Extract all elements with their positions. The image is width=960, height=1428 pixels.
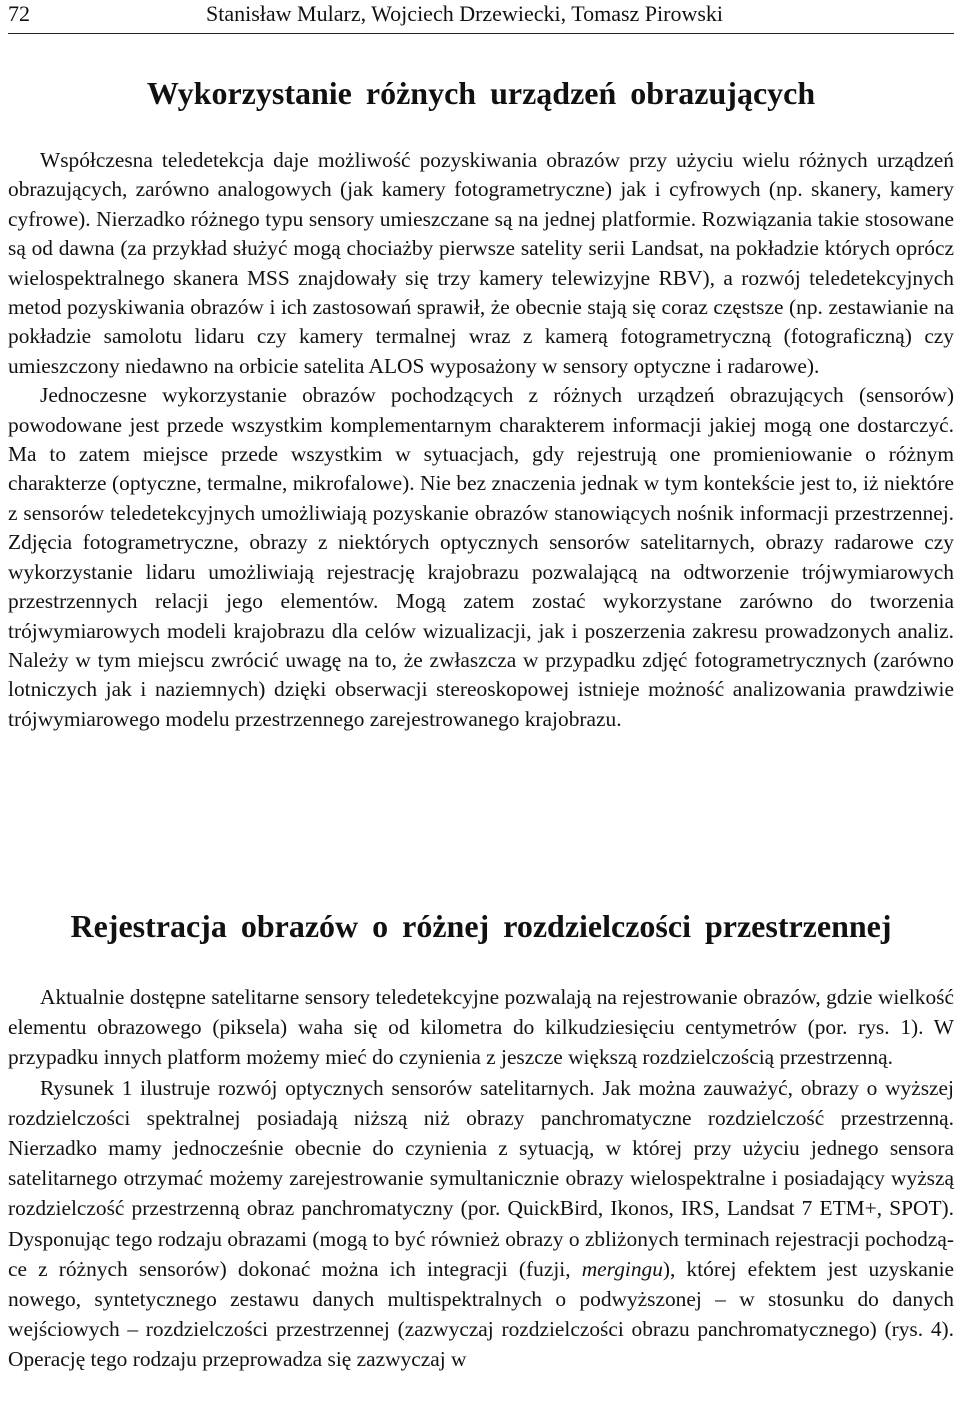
paragraph-text: Rysunek 1 ilustruje rozwój optycznych sensorów satelitarnych. Jak można zauważyć, obrazy o wyższej rozdzielczości spektralnej posiadają niższą niż obrazy panchromatyczne rozdzielczość przestrzenną. Nierzadko mamy jednocześnie obecnie do czynienia z sytuacją, w której przy użyciu jednego sensora satelitarnego otrzymać możemy zarejestrowanie symultanicznie obrazy wielospektralne i posiadający wyższą rozdzielczość przestrzenną obraz panchromatyczny (por. QuickBird, Ikonos, IRS, Landsat 7 ETM+, SPOT). Dysponując tego rodzaju obrazami (mogą to być również obrazy o zbliżonych terminach rejestracji pochodzące z różnych sensorów) dokonać można ich integracji (fuzji,: [8, 1075, 954, 1281]
paragraph: Współczesna teledetekcja daje możliwość pozyskiwania obrazów przy użyciu wielu różnych urządzeń obrazujących, zarówno analogowych (jak kamery fotogrametryczne) jak i cyfrowych (np. skanery, kamery cyfrowe). Nierzadko różnego typu sensory umieszczane są na jednej platformie. Rozwiązania takie stosowane są od dawna (za przykład służyć mogą chociażby pierwsze satelity serii Landsat, na pokładzie których oprócz wielospektralnego skanera MSS znajdowały się trzy kamery telewizyjne RBV), a rozwój teledetekcyjnych metod pozyskiwania obrazów i ich zastosowań sprawił, że obecnie stają się coraz częstsze (np. zestawianie na pokładzie samolotu lidaru czy kamery termalnej wraz z kamerą fotogrametryczną (fotograficzną) czy umieszczony niedawno na orbicie satelita ALOS wyposażony w sensory optyczne i radarowe).: [8, 148, 954, 378]
section-heading-resolution: Rejestracja obrazów o różnej rozdzielczości przestrzennej: [70, 908, 892, 944]
section-devices-body: [8, 146, 954, 734]
paragraph: Aktualnie dostępne satelitarne sensory teledetekcyjne pozwalają na rejestrowanie obrazów, gdzie wielkość elementu obrazowego (piksela) waha się od kilometra do kilkudziesięciu centymetrów (por. rys. 1). W przypadku innych platform możemy mieć do czynienia z jeszcze większą rozdzielczością przestrzenną.: [8, 985, 954, 1070]
header-authors: Stanisław Mularz, Wojciech Drzewiecki, Tomasz Pirowski: [206, 1, 724, 26]
italic-term: mergingu: [581, 1256, 663, 1281]
header-rule: [8, 33, 954, 34]
paragraph-with-term: [8, 1073, 954, 1375]
running-head: [8, 0, 954, 28]
section-heading-devices: Wykorzystanie różnych urządzeń obrazujących: [146, 75, 816, 111]
page-number: 72: [8, 1, 30, 26]
paragraph: Jednoczesne wykorzystanie obrazów pochodzących z różnych urządzeń obrazujących (sensorów) powodowane jest przede wszystkim komplementarnym charakterem informacji jakiej mogą one dostarczyć. Ma to zatem miejsce przede wszystkim w sytuacjach, gdy rejestrują one promieniowanie o różnym charakterze (optyczne, termalne, mikrofalowe). Nie bez znaczenia jednak w tym kontekście jest to, iż niektóre z sensorów teledetekcyjnych umożliwiają pozyskanie obrazów stanowiących nośnik informacji przestrzennej. Zdjęcia fotogrametryczne, obrazy z niektórych optycznych sensorów satelitarnych, obrazy radarowe czy wykorzystanie lidaru umożliwiają rejestrację krajobrazu pozwalającą na odtworzenie trójwymiarowych przestrzennych relacji jego elementów. Mogą zatem zostać wykorzystane zarówno do tworzenia trójwymiarowych modeli krajobrazu dla celów wizualizacji, jak i poszerzenia zakresu prowadzonych analiz. Należy w tym miejscu zwrócić uwagę na to, że zwłaszcza w przypadku zdjęć fotogrametrycznych (zarówno lotniczych jak i naziemnych) dzięki obserwacji stereoskopowej istnieje możność analizowania prawdziwie trójwymiarowego modelu przestrzennego zarejestrowanego krajobrazu.: [8, 383, 954, 731]
section-resolution-body: [8, 982, 954, 1375]
paragraph-text-tail: ), której efektem jest uzyskanie nowego, syntetycznego zestawu danych multispektralnych o podwyższonej – w stosunku do danych wejściowych – rozdzielczości przestrzennej (zazwyczaj rozdzielczości obrazu panchromatycznego) (rys. 4). Operację tego rodzaju przeprowadza się zazwyczaj w: [8, 1256, 955, 1372]
